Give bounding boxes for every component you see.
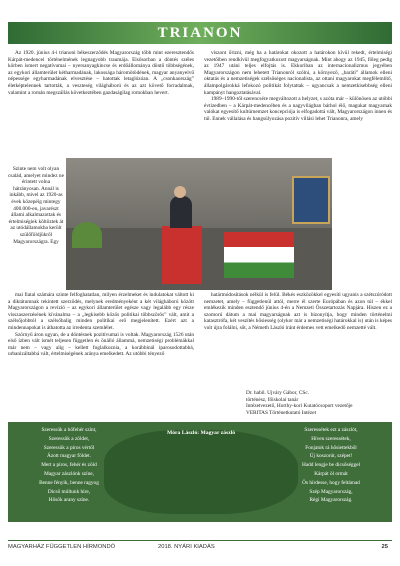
footer-edition: 2018. NYÁRI KIADÁS [158, 544, 215, 550]
poem-line: Hősök arany színe. [48, 497, 90, 504]
poem-line: Szeressük a piros vértől [43, 444, 95, 451]
portrait-easel-icon [292, 176, 330, 224]
poem-line: Mert a piros, fehér és zöld [41, 462, 97, 469]
poem-line: Szeressétek ezt a zászlót, [304, 427, 358, 433]
poem-line: Régi Magyarország. [309, 497, 353, 504]
poem-line: Szép Magyarország, [309, 488, 353, 495]
podium-icon [162, 226, 202, 284]
paragraph: Az 1920. június 4-i trianoni békeszerződés Magyarország több mint ezeresztendős Kárpát-medencei történelmének legnagyobb traumája. Elsősorban a döntés széles körben ismert negatívumai – nyersanyagkincse és erdőállománya döntő többségének, az egykori államterület kétharmadának, lakossága háromötödének, magyar anyanyelvű népessége egyharmadának elvesztése – hatottak letaglózóan. A „csonkaország” életképtelennek tartották, a veszteség világháború és az azt követő forradalmak, valamint a román megszállás következtében gazdaságilag romokban hevert. [8, 50, 194, 96]
speaker-head-icon [174, 186, 186, 198]
poem-line: Híven szeressétek, [311, 435, 351, 442]
author-institute: Intézetvezető, Horthy-kori Kutatócsoport vezetője [246, 403, 353, 410]
poem-right-column [276, 426, 386, 505]
paragraph: Szörnyű áron ugyan, de a döntésnek pozitívumai is voltak. Magyarország 1526 után első ízben vált ismét teljesen független és önálló állammá, nemzetiségi problémákkal már nem – vagy alig – kellett foglalkoznia, a korábbinál iparosodottabbá, urbanizáltabbá vált, értelmiségének aránya emelkedett. Az utóbbi tényező [8, 331, 194, 358]
paragraph: mai fiatal számára szinte felfoghatatlan, milyen érzelmeket és indulatokat váltott ki a diktátumnak tekintett szerződés, melynek eredményeként a két világháború között Magyarországon a revízió – az egykori államterület egésze vagy legalább egy része visszaszerzésének kívánalma – a „legkisebb közös politikai többszörös” vált, amit a szélsőjobbtól a szélsőbalig minden politikai erő megjelenített. Ezért azt a mindennapokat is áthatotta az irredenta szemlélet. [8, 292, 194, 331]
page-number: 25 [381, 544, 388, 550]
paragraph: viszont őrizni, még ha a határokat okozott a határokon kívül rekedt, értelmiségi vezetőiben rendkívül megfogyatkozott magyarságnak. Mint ahogy az 1945, főleg pedig az 1947 utáni teljes elfojtás is. Ekkoriban az internacionalizmus jegyében Magyarországon nem lehetett Trianonról szólni, a környező, „baráti” államok elleni oktatás és a nemzetiségek szélsőséges nacionalista, az ottani magyarokat megfélemlítő, állampolgárokká lefokozó politikát folytattak – ugyancsak a nemzetkisebbség elleni kampányt hangoztatásával. [204, 50, 392, 96]
speaker-figure-icon [170, 196, 192, 228]
author-name: Dr. habil. Ujváry Gábor, CSc. [246, 390, 310, 396]
hungarian-flag-icon [224, 232, 294, 278]
title-bar [8, 22, 392, 44]
author-signature [246, 390, 396, 416]
poem-line: Fonjatok rá hősiettekből [305, 444, 357, 451]
article-column-left [8, 50, 194, 160]
poem-left-column [14, 426, 124, 505]
article-column-bottom-left [8, 292, 194, 412]
paragraph: határmódosítások nélkül is felül. Békés eszközökkel egyesíti ugyanis a szétszóródott nemzetet, amely – függetlenül attól, merre él szerte Európában és azon túl – ékkel emlékezik minden esztendő június 4-én a Nemzeti Összetartozás Napjára. Hiszen ez a szomorú dátum a mai magyarságnak azt is bizonyítja, hogy minden történelmi katasztrófa, két veszítés hősiesség (olykor már a nemzetiségi határokkal is) után is képes volt újra folálni, sőt, a Németh László iránt érdemes vett emelkedő nemzetté vált. [204, 292, 392, 331]
poem-line: Benne fényik, benne ragyog [39, 479, 99, 486]
poem-line: Hadd lengje be dicsőséggel [301, 462, 361, 469]
footer-publication: MAGYARHÁZ FÜGGETLEN HÍRMONDÓ [8, 544, 116, 550]
carpathian-basin-map-icon [104, 430, 298, 514]
poem-line: Új koszorút, szépet! [309, 453, 353, 460]
poem-line: Ös hírdesse, hogy feltámad [302, 479, 360, 486]
poem-line: Kárpát öl ormát [314, 470, 348, 477]
article-column-right [204, 50, 392, 170]
poem-line: Szeressük a zöldet, [48, 435, 90, 442]
page-footer [8, 540, 392, 553]
paragraph: 1989–1990-től szerencsére megváltozott a helyzet, s azóta már – különösen az utóbbi évtizedben – a Kárpát-medencében és a nagyvilágban bárhol élő, magukat magyarnak valókat egyesítő kultúrnemzet koncepciója is elfogadottá vált, Magyarországon innen és túl. Ennek vállalása és hangsúlyozása pozitív villási lehet Trianonra, amely [204, 96, 392, 122]
author-role: történész, főiskolai tanár [246, 396, 299, 403]
article-title: TRIANON [157, 25, 243, 41]
poem-box [8, 422, 392, 522]
poem-line: Ázott magyar földet. [47, 453, 91, 460]
poem-line: Dicső múltunk híre, [47, 488, 91, 495]
article-narrow-left: Szinte nem volt olyan család, amelyet mindez ne érintett volna hátrányosan. Annál is inkább, mivel az 1920-as évek közepéig mintegy 400.000-en, javarészt állami alkalmazottak és értelmiségiek költöztek át az utódállamokba került szülőföldjükről Magyarországra. Egy [8, 166, 64, 245]
event-photo [66, 158, 332, 290]
poem-line: Magyar zászlónk színe, [44, 470, 94, 477]
flowers-icon [72, 222, 102, 248]
author-org: VERITAS Történetkutató Intézet [246, 409, 317, 416]
poem-line: Szeressük a hőfehér színt, [41, 427, 97, 433]
poem-title: Móra László: Magyar zászló [166, 430, 236, 436]
